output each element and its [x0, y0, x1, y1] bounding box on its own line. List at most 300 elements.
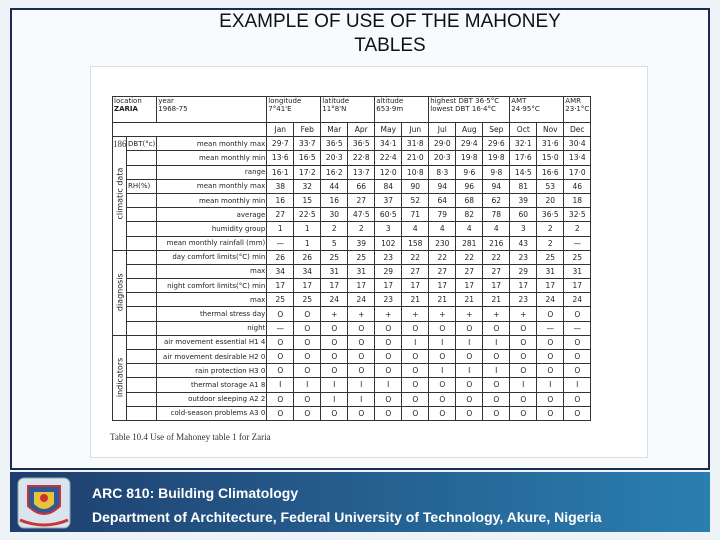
- table-cell: 27: [348, 193, 375, 207]
- table-cell: I: [321, 378, 348, 392]
- table-cell: 22: [402, 250, 429, 264]
- row-label: air movement essential H1 4: [157, 335, 267, 349]
- amt-label: AMT: [511, 97, 527, 105]
- row-label: rain protection H3 0: [157, 364, 267, 378]
- table-cell: O: [402, 364, 429, 378]
- table-cell: 20·3: [429, 151, 456, 165]
- table-cell: 4: [402, 222, 429, 236]
- table-cell: 16·5: [294, 151, 321, 165]
- table-cell: 25: [564, 250, 591, 264]
- table-cell: 22·5: [294, 208, 321, 222]
- table-cell: O: [348, 335, 375, 349]
- table-cell: 17: [267, 279, 294, 293]
- table-cell: 19·8: [456, 151, 483, 165]
- table-cell: 1: [294, 222, 321, 236]
- row-label: mean monthly min: [157, 151, 267, 165]
- table-cell: 68: [456, 193, 483, 207]
- table-row: [113, 321, 591, 335]
- group-label-indicators: indicators: [113, 335, 127, 420]
- month-header-may: May: [375, 123, 402, 137]
- table-cell: 32·1: [510, 137, 537, 151]
- table-row: [113, 250, 591, 264]
- table-cell: 27: [402, 264, 429, 278]
- table-cell: 22·4: [375, 151, 402, 165]
- table-caption: Table 10.4 Use of Mahoney table 1 for Zaria: [110, 432, 271, 442]
- table-cell: O: [429, 392, 456, 406]
- table-cell: O: [294, 392, 321, 406]
- table-cell: O: [267, 392, 294, 406]
- table-cell: I: [375, 378, 402, 392]
- table-cell: 22: [429, 250, 456, 264]
- table-row: [113, 264, 591, 278]
- altitude-cell: [375, 97, 429, 123]
- table-cell: 23: [510, 250, 537, 264]
- row-label: day comfort limits(°C) min: [157, 250, 267, 264]
- table-cell: O: [267, 307, 294, 321]
- table-cell: O: [294, 364, 321, 378]
- table-cell: O: [564, 335, 591, 349]
- table-cell: 25: [294, 293, 321, 307]
- row-label: average: [157, 208, 267, 222]
- table-cell: 84: [375, 179, 402, 193]
- row-label: outdoor sleeping A2 2: [157, 392, 267, 406]
- table-row: [113, 293, 591, 307]
- table-cell: 23: [375, 250, 402, 264]
- table-cell: O: [483, 378, 510, 392]
- mahoney-table: [112, 96, 591, 421]
- table-cell: 27: [267, 208, 294, 222]
- month-header-jan: Jan: [267, 123, 294, 137]
- table-cell: O: [456, 406, 483, 420]
- table-cell: 14·5: [510, 165, 537, 179]
- table-cell: 46: [564, 179, 591, 193]
- table-cell: 43: [510, 236, 537, 250]
- month-header-feb: Feb: [294, 123, 321, 137]
- table-cell: O: [429, 321, 456, 335]
- table-cell: 4: [429, 222, 456, 236]
- row-label: night: [157, 321, 267, 335]
- table-cell: 29: [375, 264, 402, 278]
- table-row: [113, 279, 591, 293]
- table-cell: 25: [321, 250, 348, 264]
- table-cell: O: [375, 364, 402, 378]
- table-cell: 60·5: [375, 208, 402, 222]
- table-cell: 29·6: [483, 137, 510, 151]
- table-cell: 17: [429, 279, 456, 293]
- row-label: humidity group: [157, 222, 267, 236]
- table-cell: O: [456, 378, 483, 392]
- table-cell: +: [456, 307, 483, 321]
- table-row: [113, 208, 591, 222]
- table-cell: 23: [510, 293, 537, 307]
- table-cell: O: [294, 321, 321, 335]
- table-cell: O: [402, 321, 429, 335]
- table-cell: O: [348, 364, 375, 378]
- table-cell: 44: [321, 179, 348, 193]
- table-cell: 13·7: [348, 165, 375, 179]
- row-subgroup: [127, 236, 157, 250]
- table-cell: O: [564, 307, 591, 321]
- table-cell: 31: [537, 264, 564, 278]
- table-row: [113, 222, 591, 236]
- university-crest-icon: [12, 476, 76, 530]
- table-cell: 12·0: [375, 165, 402, 179]
- latitude-value: 11°8'N: [322, 105, 347, 113]
- table-cell: 19·8: [483, 151, 510, 165]
- group-label-climatic: climatic data: [113, 137, 127, 251]
- table-cell: O: [483, 350, 510, 364]
- table-cell: O: [294, 307, 321, 321]
- table-cell: +: [429, 307, 456, 321]
- year-label: year: [158, 97, 174, 105]
- table-row: [113, 406, 591, 420]
- table-cell: —: [267, 321, 294, 335]
- table-cell: O: [321, 321, 348, 335]
- table-cell: O: [510, 406, 537, 420]
- table-cell: 17: [564, 279, 591, 293]
- table-cell: 53: [537, 179, 564, 193]
- table-cell: 29: [510, 264, 537, 278]
- table-cell: 9·6: [456, 165, 483, 179]
- table-cell: 25: [348, 250, 375, 264]
- table-cell: I: [456, 335, 483, 349]
- table-cell: O: [294, 350, 321, 364]
- table-cell: 94: [483, 179, 510, 193]
- table-cell: I: [456, 364, 483, 378]
- table-cell: 38: [267, 179, 294, 193]
- month-header-oct: Oct: [510, 123, 537, 137]
- table-cell: O: [402, 350, 429, 364]
- table-cell: 32·5: [564, 208, 591, 222]
- footer-department: Department of Architecture, Federal University of Technology, Akure, Nigeria: [92, 509, 602, 525]
- table-row: [113, 378, 591, 392]
- table-cell: 26: [294, 250, 321, 264]
- table-cell: 33·7: [294, 137, 321, 151]
- table-cell: 71: [402, 208, 429, 222]
- table-row: [113, 165, 591, 179]
- table-cell: O: [510, 321, 537, 335]
- amr-cell: [564, 97, 591, 123]
- table-cell: 21: [402, 293, 429, 307]
- table-cell: O: [267, 350, 294, 364]
- amt-cell: [510, 97, 564, 123]
- table-cell: 31: [348, 264, 375, 278]
- table-cell: O: [510, 392, 537, 406]
- table-cell: O: [564, 350, 591, 364]
- amt-value: 24·95°C: [511, 105, 540, 113]
- table-cell: 16·1: [267, 165, 294, 179]
- table-cell: 22·8: [348, 151, 375, 165]
- month-header-jul: Jul: [429, 123, 456, 137]
- table-cell: —: [564, 236, 591, 250]
- table-cell: +: [510, 307, 537, 321]
- table-cell: 1: [294, 236, 321, 250]
- table-row: [113, 236, 591, 250]
- table-cell: 78: [483, 208, 510, 222]
- row-label: max: [157, 293, 267, 307]
- table-cell: O: [321, 335, 348, 349]
- table-cell: I: [321, 392, 348, 406]
- table-cell: O: [267, 406, 294, 420]
- table-cell: 82: [456, 208, 483, 222]
- altitude-label: altitude: [376, 97, 404, 105]
- table-cell: I: [348, 392, 375, 406]
- table-cell: O: [375, 350, 402, 364]
- table-cell: 4: [483, 222, 510, 236]
- row-subgroup: [127, 378, 157, 392]
- table-cell: +: [375, 307, 402, 321]
- footer-course: ARC 810: Building Climatology: [92, 485, 299, 501]
- table-cell: 21: [456, 293, 483, 307]
- table-cell: I: [564, 378, 591, 392]
- table-cell: 281: [456, 236, 483, 250]
- table-cell: 30·4: [564, 137, 591, 151]
- table-cell: O: [564, 392, 591, 406]
- row-subgroup: [127, 193, 157, 207]
- table-cell: 1: [267, 222, 294, 236]
- table-cell: O: [429, 406, 456, 420]
- table-cell: +: [402, 307, 429, 321]
- table-cell: 17: [483, 279, 510, 293]
- table-cell: 17·6: [510, 151, 537, 165]
- location-value: ZARIA: [114, 105, 138, 113]
- table-cell: 25: [267, 293, 294, 307]
- table-cell: 27: [483, 264, 510, 278]
- row-label: air movement desirable H2 0: [157, 350, 267, 364]
- table-cell: 17: [348, 279, 375, 293]
- row-label: thermal stress day: [157, 307, 267, 321]
- row-subgroup: [127, 364, 157, 378]
- table-cell: 4: [456, 222, 483, 236]
- dbt-cell: [429, 97, 510, 123]
- table-cell: O: [564, 406, 591, 420]
- table-row: [113, 151, 591, 165]
- table-cell: 39: [510, 193, 537, 207]
- table-cell: 94: [429, 179, 456, 193]
- table-row: [113, 350, 591, 364]
- table-cell: O: [402, 406, 429, 420]
- row-label: mean monthly rainfall (mm): [157, 236, 267, 250]
- table-cell: 34·1: [375, 137, 402, 151]
- table-cell: O: [321, 406, 348, 420]
- table-cell: 60: [510, 208, 537, 222]
- table-cell: 2: [348, 222, 375, 236]
- table-cell: 22: [483, 250, 510, 264]
- table-cell: O: [537, 350, 564, 364]
- latitude-label: latitude: [322, 97, 350, 105]
- table-row: [113, 307, 591, 321]
- longitude-label: longitude: [268, 97, 302, 105]
- dbt-high: DBT 36·5°C: [458, 97, 500, 105]
- row-subgroup: [127, 250, 157, 264]
- table-cell: O: [375, 392, 402, 406]
- table-cell: 17: [294, 279, 321, 293]
- row-subgroup: RH(%): [127, 179, 157, 193]
- table-cell: 24: [564, 293, 591, 307]
- table-cell: 62: [483, 193, 510, 207]
- table-cell: 16: [321, 193, 348, 207]
- title-line-2: TABLES: [354, 35, 426, 56]
- table-cell: 21: [483, 293, 510, 307]
- table-cell: 16·6: [537, 165, 564, 179]
- table-cell: O: [267, 364, 294, 378]
- table-cell: 52: [402, 193, 429, 207]
- table-cell: O: [375, 406, 402, 420]
- table-cell: —: [537, 321, 564, 335]
- table-cell: 23: [375, 293, 402, 307]
- table-cell: O: [483, 406, 510, 420]
- table-cell: 25: [537, 250, 564, 264]
- table-cell: 39: [348, 236, 375, 250]
- table-cell: O: [429, 350, 456, 364]
- table-cell: 36·5: [321, 137, 348, 151]
- highest-label: highest: [430, 97, 457, 105]
- row-subgroup: [127, 293, 157, 307]
- table-cell: 36·5: [348, 137, 375, 151]
- table-cell: O: [456, 350, 483, 364]
- table-cell: 17: [375, 279, 402, 293]
- table-cell: 64: [429, 193, 456, 207]
- table-cell: 230: [429, 236, 456, 250]
- table-cell: 13·4: [564, 151, 591, 165]
- table-cell: 158: [402, 236, 429, 250]
- table-cell: 2: [564, 222, 591, 236]
- month-header-row: [113, 123, 591, 137]
- table-row: [113, 193, 591, 207]
- row-subgroup: [127, 165, 157, 179]
- table-cell: 32: [294, 179, 321, 193]
- table-cell: 17·0: [564, 165, 591, 179]
- table-cell: O: [429, 378, 456, 392]
- table-cell: O: [267, 335, 294, 349]
- table-cell: O: [456, 392, 483, 406]
- page-number: 186: [113, 139, 127, 149]
- row-subgroup: [127, 350, 157, 364]
- longitude-value: 7°41'E: [268, 105, 292, 113]
- table-cell: 29·7: [267, 137, 294, 151]
- year-cell: [157, 97, 267, 123]
- row-label: mean monthly min: [157, 193, 267, 207]
- row-subgroup: [127, 321, 157, 335]
- row-subgroup: [127, 208, 157, 222]
- table-cell: 31: [321, 264, 348, 278]
- table-cell: O: [348, 350, 375, 364]
- table-cell: 22: [456, 250, 483, 264]
- row-subgroup: [127, 392, 157, 406]
- row-label: thermal storage A1 8: [157, 378, 267, 392]
- table-cell: O: [537, 406, 564, 420]
- table-cell: 8·3: [429, 165, 456, 179]
- table-cell: I: [294, 378, 321, 392]
- table-cell: O: [510, 335, 537, 349]
- month-header-sep: Sep: [483, 123, 510, 137]
- table-cell: I: [402, 335, 429, 349]
- month-header-mar: Mar: [321, 123, 348, 137]
- table-cell: I: [537, 378, 564, 392]
- month-header-apr: Apr: [348, 123, 375, 137]
- table-cell: I: [483, 364, 510, 378]
- month-header-aug: Aug: [456, 123, 483, 137]
- table-cell: 2: [537, 236, 564, 250]
- table-cell: 29·0: [429, 137, 456, 151]
- table-cell: 216: [483, 236, 510, 250]
- altitude-value: 653·9m: [376, 105, 404, 113]
- latitude-cell: [321, 97, 375, 123]
- row-subgroup: [127, 279, 157, 293]
- table-cell: 27: [429, 264, 456, 278]
- table-cell: I: [267, 378, 294, 392]
- table-cell: 17: [321, 279, 348, 293]
- table-row: [113, 137, 591, 151]
- table-cell: 29·4: [456, 137, 483, 151]
- row-label: range: [157, 165, 267, 179]
- table-cell: O: [537, 364, 564, 378]
- table-cell: 17: [402, 279, 429, 293]
- header-row-1: [113, 97, 591, 123]
- table-cell: 81: [510, 179, 537, 193]
- location-cell: [113, 97, 157, 123]
- table-cell: 34: [267, 264, 294, 278]
- row-label: mean monthly max: [157, 179, 267, 193]
- table-cell: 30: [321, 208, 348, 222]
- table-cell: 31·6: [537, 137, 564, 151]
- table-cell: +: [348, 307, 375, 321]
- table-cell: O: [402, 378, 429, 392]
- row-subgroup: [127, 264, 157, 278]
- row-subgroup: [127, 335, 157, 349]
- table-row: [113, 179, 591, 193]
- table-cell: 18: [564, 193, 591, 207]
- table-cell: O: [348, 321, 375, 335]
- year-value: 1968-75: [158, 105, 188, 113]
- amr-label: AMR: [565, 97, 581, 105]
- table-cell: I: [348, 378, 375, 392]
- table-cell: 20: [537, 193, 564, 207]
- table-cell: O: [564, 364, 591, 378]
- table-cell: 34: [294, 264, 321, 278]
- table-cell: 16: [267, 193, 294, 207]
- row-label: night comfort limits(°C) min: [157, 279, 267, 293]
- table-cell: 15: [294, 193, 321, 207]
- table-cell: +: [483, 307, 510, 321]
- dbt-low: DBT 16·4°C: [455, 105, 496, 113]
- table-cell: O: [483, 321, 510, 335]
- table-cell: I: [510, 378, 537, 392]
- table-cell: 26: [267, 250, 294, 264]
- table-cell: —: [267, 236, 294, 250]
- table-cell: O: [537, 335, 564, 349]
- row-subgroup: [127, 222, 157, 236]
- table-cell: 96: [456, 179, 483, 193]
- table-cell: 9·8: [483, 165, 510, 179]
- table-cell: 20·3: [321, 151, 348, 165]
- table-cell: 13·6: [267, 151, 294, 165]
- table-cell: O: [510, 364, 537, 378]
- table-cell: I: [483, 335, 510, 349]
- table-cell: 21·0: [402, 151, 429, 165]
- table-cell: 47·5: [348, 208, 375, 222]
- table-cell: 16·2: [321, 165, 348, 179]
- location-label: location: [114, 97, 142, 105]
- table-cell: O: [537, 307, 564, 321]
- title-line-1: EXAMPLE OF USE OF THE MAHONEY: [219, 11, 561, 32]
- table-cell: 90: [402, 179, 429, 193]
- row-label: cold-season problems A3 0: [157, 406, 267, 420]
- table-cell: 102: [375, 236, 402, 250]
- longitude-cell: [267, 97, 321, 123]
- table-row: [113, 335, 591, 349]
- table-cell: 2: [321, 222, 348, 236]
